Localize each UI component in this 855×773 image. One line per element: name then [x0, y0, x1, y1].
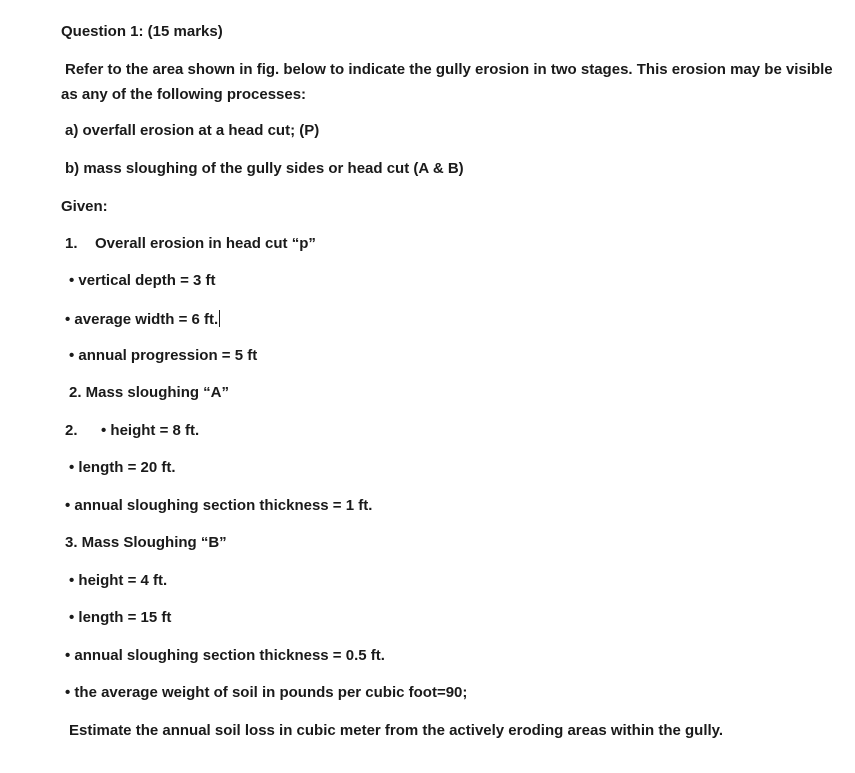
item-2-number: 2. — [65, 422, 78, 439]
item-3-thickness: • annual sloughing section thickness = 0.5 ft. — [65, 647, 385, 664]
item-2-length: • length = 20 ft. — [69, 459, 176, 476]
item-1-depth: • vertical depth = 3 ft — [69, 272, 216, 289]
item-2-height-line — [65, 422, 199, 440]
item-2-height: • height = 8 ft. — [101, 422, 200, 439]
item-1-progression: • annual progression = 5 ft — [69, 347, 258, 364]
item-1-heading — [65, 235, 316, 253]
item-2-title: 2. Mass sloughing “A” — [69, 384, 230, 401]
text-cursor — [219, 310, 220, 327]
item-2-thickness: • annual sloughing section thickness = 1 ft. — [65, 497, 373, 514]
intro-paragraph: Refer to the area shown in fig. below to indicate the gully erosion in two stages. This erosion may be visible as any of the following processes: — [61, 61, 833, 103]
item-3-height: • height = 4 ft. — [69, 572, 168, 589]
item-1-width: • average width = 6 ft. — [65, 311, 219, 328]
item-1-width-line[interactable] — [65, 310, 220, 329]
item-3-title: 3. Mass Sloughing “B” — [65, 534, 227, 551]
item-1-number: 1. — [65, 235, 78, 252]
item-3-length: • length = 15 ft — [69, 609, 172, 626]
given-label: Given: — [61, 198, 108, 215]
process-b: b) mass sloughing of the gully sides or head cut (A & B) — [65, 160, 464, 177]
task-statement: Estimate the annual soil loss in cubic meter from the actively eroding areas within the gully. — [69, 722, 724, 739]
item-1-title: Overall erosion in head cut “p” — [95, 235, 316, 252]
question-title: Question 1: (15 marks) — [61, 23, 223, 40]
process-a: a) overfall erosion at a head cut; (P) — [65, 122, 320, 139]
soil-weight: • the average weight of soil in pounds per cubic foot=90; — [65, 684, 468, 701]
